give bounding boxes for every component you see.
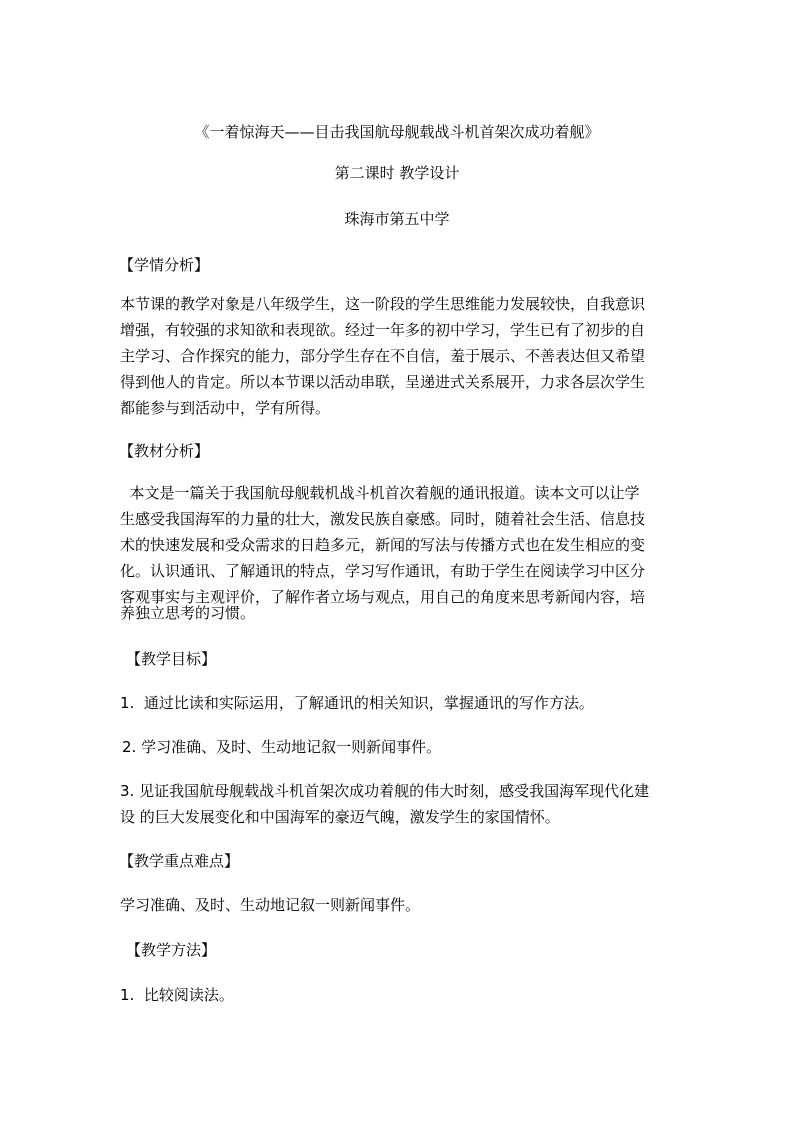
key-points-heading: 【教学重点难点】 <box>119 852 240 870</box>
textbook-analysis-heading: 【教材分析】 <box>119 442 210 460</box>
school-name: 珠海市第五中学 <box>344 210 450 228</box>
learner-analysis-line: 主学习、合作探究的能力，部分学生存在不自信，羞于展示、不善表达但又希望 <box>120 347 646 365</box>
textbook-analysis-line: 客观事实与主观评价，了解作者立场与观点，用自己的角度来思考新闻内容，培 <box>120 588 646 606</box>
key-points-text: 学习准确、及时、生动地记叙一则新闻事件。 <box>120 896 421 914</box>
textbook-analysis-line: 本文是一篇关于我国航母舰载机战斗机首次着舰的通讯报道。读本文可以让学 <box>120 484 640 502</box>
learner-analysis-line: 本节课的教学对象是八年级学生，这一阶段的学生思维能力发展较快，自我意识 <box>120 295 646 313</box>
teaching-goal-item: 1. 通过比读和实际运用，了解通讯的相关知识，掌握通讯的写作方法。 <box>120 694 594 712</box>
teaching-goal-item: 3. 见证我国航母舰载战斗机首架次成功着舰的伟大时刻，感受我国海军现代化建 <box>120 782 650 800</box>
teaching-methods-heading: 【教学方法】 <box>126 941 217 959</box>
teaching-goal-item: 2. 学习准确、及时、生动地记叙一则新闻事件。 <box>122 738 442 756</box>
document-title: 《一着惊海天——目击我国航母舰载战斗机首架次成功着舰》 <box>194 123 600 141</box>
teaching-goal-item: 设 的巨大发展变化和中国海军的豪迈气魄，激发学生的家国情怀。 <box>120 808 560 826</box>
teaching-goals-heading: 【教学目标】 <box>126 650 217 668</box>
textbook-analysis-line: 化。认识通讯、了解通讯的特点，学习写作通讯，有助于学生在阅读学习中区分 <box>120 562 646 580</box>
document-subtitle: 第二课时 教学设计 <box>334 164 460 182</box>
learner-analysis-heading: 【学情分析】 <box>119 256 210 274</box>
textbook-analysis-line: 养独立思考的习惯。 <box>120 604 256 622</box>
learner-analysis-line: 增强，有较强的求知欲和表现欲。经过一年多的初中学习，学生已有了初步的自 <box>120 321 646 339</box>
textbook-analysis-line: 术的快速发展和受众需求的日趋多元，新闻的写法与传播方式也在发生相应的变 <box>120 536 646 554</box>
textbook-analysis-line: 生感受我国海军的力量的壮大，激发民族自豪感。同时，随着社会生活、信息技 <box>120 510 646 528</box>
learner-analysis-line: 得到他人的肯定。所以本节课以活动串联，呈递进式关系展开，力求各层次学生 <box>120 373 646 391</box>
learner-analysis-line: 都能参与到活动中，学有所得。 <box>120 399 331 417</box>
teaching-method-item: 1. 比较阅读法。 <box>120 986 234 1004</box>
